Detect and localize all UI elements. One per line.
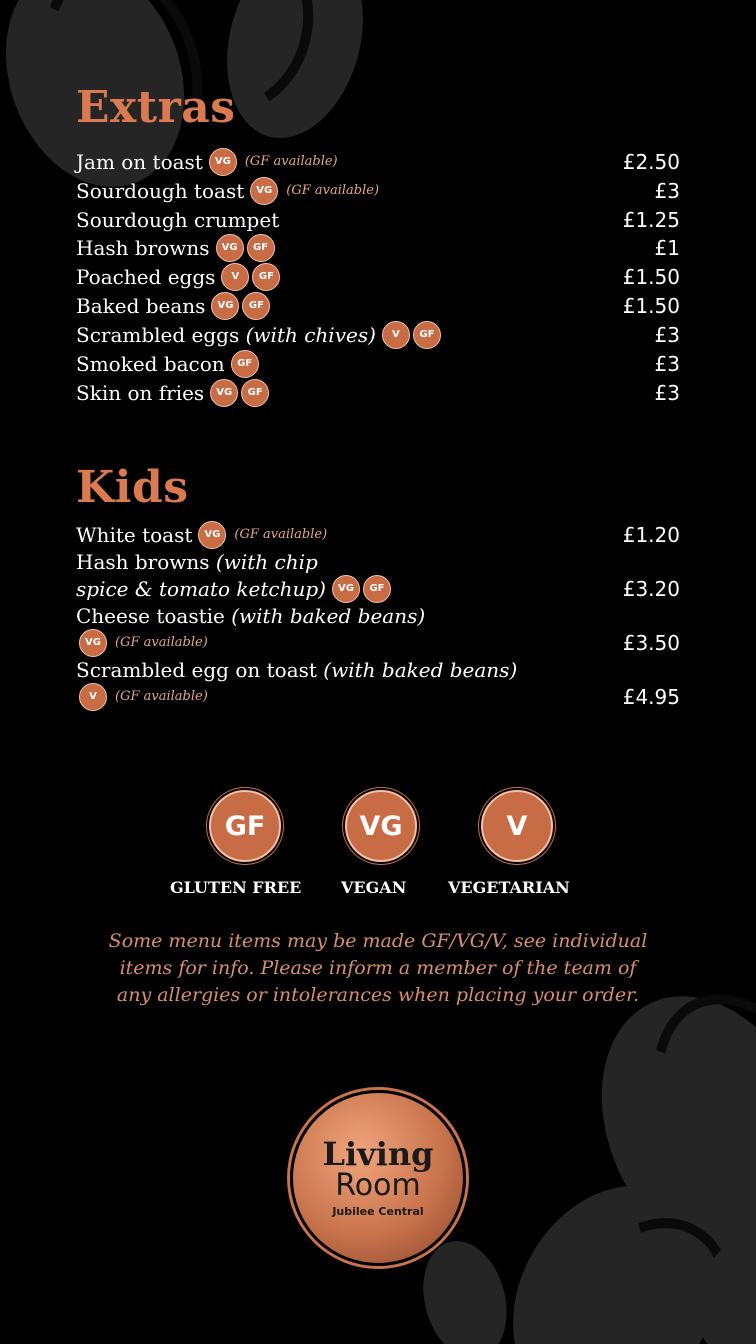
item-label: Skin on fries (76, 380, 205, 405)
item-price: £4.95 (622, 684, 680, 709)
extras-item (76, 205, 680, 234)
extras-item (76, 176, 680, 205)
vg-badge-icon: VG (211, 292, 239, 320)
item-name (76, 381, 204, 405)
kids-item-line (76, 520, 680, 549)
gf-available-note: (GF available) (115, 689, 208, 704)
item-price: £3 (654, 351, 680, 376)
gf-available-note: (GF available) (234, 527, 328, 542)
item-label: Baked beans (76, 293, 206, 318)
item-name (76, 236, 210, 260)
gf-badge-icon: GF (363, 575, 391, 603)
extras-item (76, 378, 680, 407)
item-note: (with chip (215, 549, 318, 574)
gf-badge-icon: GF (413, 321, 441, 349)
item-name (76, 523, 192, 547)
item-name (76, 179, 244, 203)
item-label: Hash browns (76, 235, 210, 260)
item-name (76, 150, 203, 174)
item-label: Scrambled egg on toast (76, 657, 317, 682)
item-note: (with chives) (245, 322, 376, 347)
logo-line-1: Living (322, 1135, 434, 1173)
gf-badge-icon: GF (242, 292, 270, 320)
kids-item-line (76, 547, 680, 576)
item-name (76, 658, 517, 682)
gf-badge-icon: GF (247, 234, 275, 262)
item-price: £1.20 (622, 522, 680, 547)
item-price: £3.20 (622, 576, 680, 601)
vegetarian-icon: V (481, 790, 553, 862)
extras-item (76, 147, 680, 176)
item-price: £1.50 (622, 293, 680, 318)
item-name (76, 208, 279, 232)
item-price: £3 (654, 380, 680, 405)
item-label: Sourdough toast (76, 178, 245, 203)
item-name (76, 604, 425, 628)
gluten-free-icon: GF (209, 790, 281, 862)
living-room-logo (290, 1090, 466, 1266)
vegan-icon: VG (345, 790, 417, 862)
logo-line-2: Room (335, 1168, 421, 1203)
item-label: Smoked bacon (76, 351, 225, 376)
vg-badge-icon: VG (250, 177, 278, 205)
item-note: (with baked beans) (323, 657, 518, 682)
item-label: White toast (76, 522, 193, 547)
extras-item (76, 262, 680, 291)
item-label: Cheese toastie (76, 603, 225, 628)
extras-item (76, 349, 680, 378)
vg-badge-icon: VG (198, 521, 226, 549)
item-note: (with baked beans) (231, 603, 426, 628)
item-name (76, 323, 376, 347)
gf-available-note: (GF available) (286, 183, 380, 198)
v-badge-icon: V (221, 263, 249, 291)
vg-badge-icon: VG (209, 148, 237, 176)
extras-title: Extras (76, 82, 236, 133)
item-price: £3.50 (622, 630, 680, 655)
item-name (76, 352, 225, 376)
allergy-note: Some menu items may be made GF/VG/V, see individual items for info. Please inform a member of the team of any allergies or intolerances when placing your order. (108, 930, 648, 1006)
item-note: spice & tomato ketchup) (76, 576, 326, 601)
item-price: £2.50 (622, 149, 680, 174)
legend-label-vegetarian: VEGETARIAN (448, 878, 570, 897)
v-badge-icon: V (79, 683, 107, 711)
extras-item (76, 320, 680, 349)
gf-badge-icon: GF (252, 263, 280, 291)
logo-line-3: Jubilee Central (332, 1205, 424, 1218)
gf-badge-icon: GF (231, 350, 259, 378)
gf-available-note: (GF available) (115, 635, 208, 650)
vg-badge-icon: VG (210, 379, 238, 407)
item-label: Sourdough crumpet (76, 207, 280, 232)
vg-badge-icon: VG (216, 234, 244, 262)
gf-badge-icon: GF (241, 379, 269, 407)
vg-badge-icon: VG (79, 629, 107, 657)
item-price: £1 (654, 235, 680, 260)
kids-item-line (76, 574, 680, 603)
item-price: £3 (654, 178, 680, 203)
legend-label-vegan: VEGAN (341, 878, 407, 897)
vg-badge-icon: VG (332, 575, 360, 603)
item-label: Jam on toast (76, 149, 203, 174)
kids-item-line (76, 682, 680, 711)
gf-available-note: (GF available) (244, 154, 338, 169)
item-label: Scrambled eggs (76, 322, 240, 347)
item-name (76, 550, 318, 574)
kids-title: Kids (76, 462, 189, 513)
kids-item-line (76, 655, 680, 684)
item-price: £1.50 (622, 264, 680, 289)
legend-label-gluten-free: GLUTEN FREE (170, 878, 302, 897)
item-name (76, 294, 205, 318)
extras-item (76, 233, 680, 262)
extras-item (76, 291, 680, 320)
v-badge-icon: V (382, 321, 410, 349)
item-label: Poached eggs (76, 264, 216, 289)
item-label: Hash browns (76, 549, 210, 574)
item-price: £3 (654, 322, 680, 347)
item-price: £1.25 (622, 207, 680, 232)
kids-item-line (76, 601, 680, 630)
item-name (76, 265, 215, 289)
item-name (76, 577, 326, 601)
kids-item-line (76, 628, 680, 657)
